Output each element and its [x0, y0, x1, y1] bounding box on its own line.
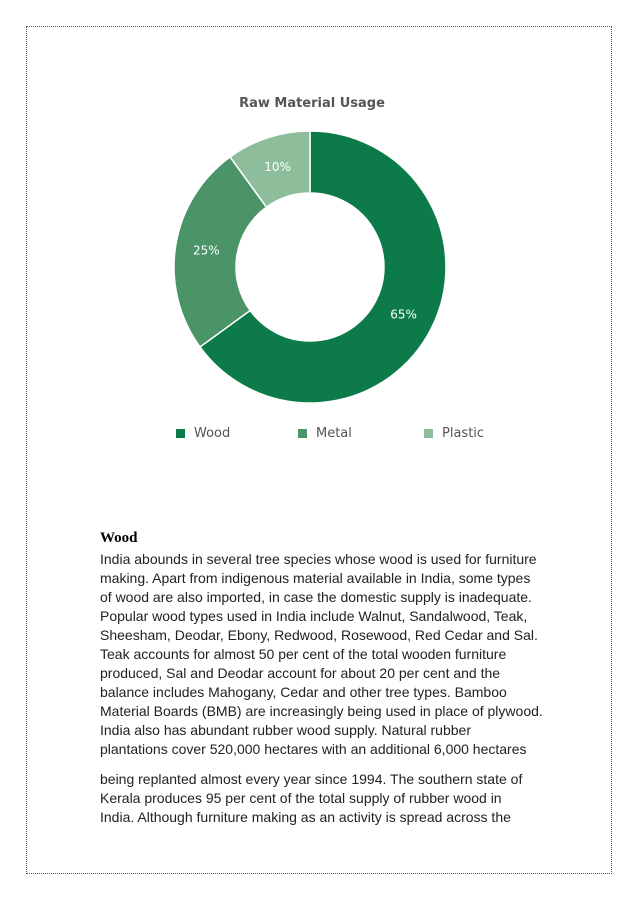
paragraph-line: balance includes Mahogany, Cedar and other tree types. Bamboo [100, 684, 507, 700]
paragraph-line: plantations cover 520,000 hectares with an additional 6,000 hectares [100, 741, 527, 757]
paragraph-1 [100, 550, 560, 759]
legend-label: Wood [194, 426, 231, 441]
legend-swatch [298, 429, 307, 438]
legend-label: Metal [316, 426, 352, 441]
paragraph-line: Kerala produces 95 per cent of the total supply of rubber wood in [100, 790, 502, 806]
legend-item-wood [176, 426, 230, 441]
paragraph-line: making. Apart from indigenous material available in India, some types [100, 570, 531, 586]
legend-item-metal [298, 426, 352, 441]
paragraph-line: Material Boards (BMB) are increasingly being used in place of plywood. [100, 703, 543, 719]
paragraph-line: Sheesham, Deodar, Ebony, Redwood, Rosewood, Red Cedar and Sal. [100, 627, 538, 643]
paragraph-line: being replanted almost every year since 1994. The southern state of [100, 771, 523, 787]
paragraph-line: of wood are also imported, in case the domestic supply is inadequate. [100, 589, 532, 605]
paragraph-line: India abounds in several tree species whose wood is used for furniture [100, 551, 537, 567]
chart-title: Raw Material Usage [239, 96, 385, 111]
paragraph-2 [100, 770, 560, 827]
legend-swatch [176, 429, 185, 438]
paragraph-line: India also has abundant rubber wood supply. Natural rubber [100, 722, 471, 738]
slice-label-plastic: 10% [264, 160, 291, 175]
slice-label-metal: 25% [192, 243, 220, 258]
legend-item-plastic [424, 426, 484, 441]
paragraph-line: India. Although furniture making as an activity is spread across the [100, 809, 511, 825]
slice-label-wood: 65% [390, 307, 417, 322]
chart-legend [0, 426, 638, 446]
section-heading: Wood [100, 530, 138, 546]
legend-swatch [424, 429, 433, 438]
paragraph-line: produced, Sal and Deodar account for about 20 per cent and the [100, 665, 501, 681]
paragraph-line: Teak accounts for almost 50 per cent of the total wooden furniture [100, 646, 507, 662]
legend-label: Plastic [442, 426, 485, 441]
paragraph-line: Popular wood types used in India include Walnut, Sandalwood, Teak, [100, 608, 528, 624]
